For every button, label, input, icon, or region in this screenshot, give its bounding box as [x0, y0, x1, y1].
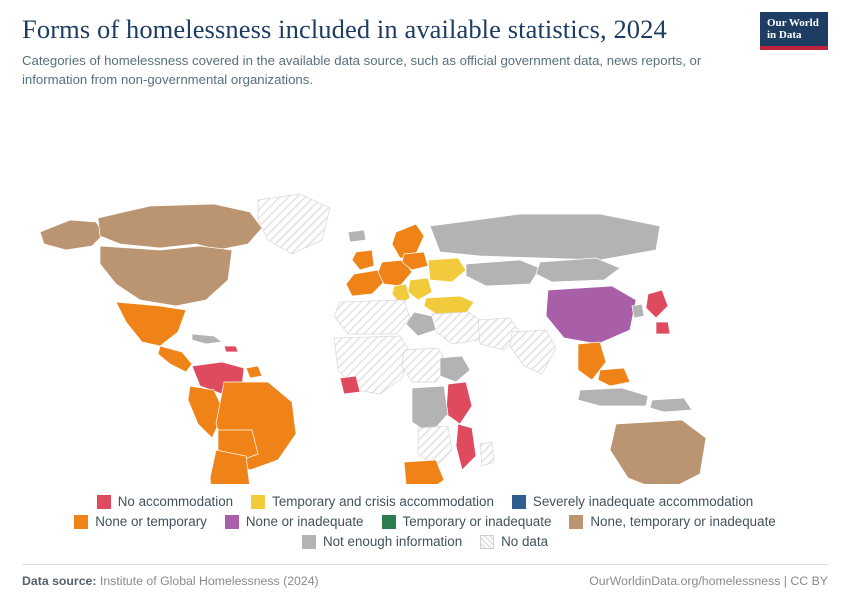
- country-france-iberia[interactable]: [346, 270, 384, 296]
- legend-item-none-temp-inadequate[interactable]: [569, 514, 775, 529]
- country-hispaniola[interactable]: [224, 346, 238, 352]
- legend-label-no-data: No data: [501, 534, 549, 549]
- legend-row-2: [30, 514, 820, 529]
- footer-source: [22, 574, 319, 588]
- legend-item-not-enough-information[interactable]: [302, 534, 462, 549]
- country-korea[interactable]: [632, 304, 644, 318]
- country-india[interactable]: [510, 330, 556, 374]
- country-russia[interactable]: [430, 214, 660, 260]
- legend-swatch-no-data: [480, 535, 494, 549]
- legend-row-3: [30, 534, 820, 549]
- legend: [0, 494, 850, 554]
- country-japan[interactable]: [646, 290, 668, 318]
- country-united-states[interactable]: [100, 246, 232, 306]
- country-iceland[interactable]: [348, 230, 366, 242]
- country-greenland[interactable]: [258, 194, 330, 254]
- country-central-asia[interactable]: [466, 260, 540, 286]
- owid-logo[interactable]: [760, 12, 828, 50]
- country-japan-south[interactable]: [656, 322, 670, 334]
- page-title: Forms of homelessness included in available statistics, 2024: [22, 14, 667, 44]
- country-north-africa[interactable]: [334, 300, 410, 334]
- country-ghana[interactable]: [340, 376, 360, 394]
- legend-label-no-accommodation: No accommodation: [117, 494, 234, 509]
- country-guyana[interactable]: [246, 366, 262, 378]
- legend-swatch-temporary-or-inadequate: [382, 515, 396, 529]
- legend-swatch-none-or-inadequate: [225, 515, 239, 529]
- legend-label-temporary-or-inadequate: Temporary or inadequate: [402, 514, 552, 529]
- legend-swatch-not-enough-information: [302, 535, 316, 549]
- legend-label-temporary-crisis: Temporary and crisis accommodation: [272, 494, 494, 509]
- footer-attribution[interactable]: OurWorldinData.org/homelessness | CC BY: [589, 574, 828, 588]
- page-subtitle: Categories of homelessness covered in the available data source, such as official government data, news reports, or information from non-governmental organizations.: [22, 53, 702, 88]
- legend-item-none-or-inadequate[interactable]: [225, 514, 364, 529]
- country-indonesia[interactable]: [578, 388, 648, 406]
- legend-item-no-data[interactable]: [480, 534, 548, 549]
- country-egypt-libya[interactable]: [406, 312, 436, 336]
- legend-label-none-or-inadequate: None or inadequate: [245, 514, 364, 529]
- logo-line-2: in Data: [767, 29, 802, 42]
- world-map[interactable]: [0, 94, 850, 498]
- country-alaska[interactable]: [40, 220, 104, 250]
- country-mexico[interactable]: [116, 302, 186, 346]
- country-central-america[interactable]: [158, 346, 192, 372]
- footer-source-text: Institute of Global Homelessness (2024): [99, 574, 319, 588]
- legend-item-temporary-or-inadequate[interactable]: [382, 514, 552, 529]
- country-turkey[interactable]: [424, 296, 474, 314]
- header: [0, 0, 850, 90]
- legend-label-severely-inadequate: Severely inadequate accommodation: [532, 494, 754, 509]
- country-china[interactable]: [546, 286, 636, 344]
- country-mozambique[interactable]: [456, 424, 476, 470]
- world-map-svg[interactable]: [0, 94, 850, 484]
- country-united-kingdom[interactable]: [352, 250, 374, 270]
- country-papua-new-guinea[interactable]: [650, 398, 692, 412]
- country-ethiopia[interactable]: [440, 356, 470, 382]
- country-middle-east[interactable]: [432, 312, 486, 344]
- country-madagascar[interactable]: [480, 442, 494, 466]
- legend-item-none-or-temporary[interactable]: [74, 514, 207, 529]
- country-ukraine[interactable]: [428, 258, 466, 282]
- legend-label-none-or-temporary: None or temporary: [95, 514, 207, 529]
- logo-line-1: Our World: [767, 17, 819, 29]
- legend-swatch-none-temp-inadequate: [569, 515, 583, 529]
- country-cuba[interactable]: [192, 334, 222, 344]
- country-balkans[interactable]: [408, 278, 432, 300]
- country-mongolia[interactable]: [536, 258, 620, 282]
- country-philippines[interactable]: [598, 368, 630, 386]
- legend-label-not-enough-information: Not enough information: [322, 534, 463, 549]
- country-kenya-tanzania[interactable]: [446, 382, 472, 424]
- country-canada[interactable]: [98, 204, 262, 250]
- country-australia[interactable]: [610, 420, 706, 484]
- legend-swatch-none-or-temporary: [74, 515, 88, 529]
- legend-label-none-temp-inadequate: None, temporary or inadequate: [590, 514, 776, 529]
- footer-source-label: Data source:: [22, 574, 97, 588]
- footer: [22, 564, 828, 600]
